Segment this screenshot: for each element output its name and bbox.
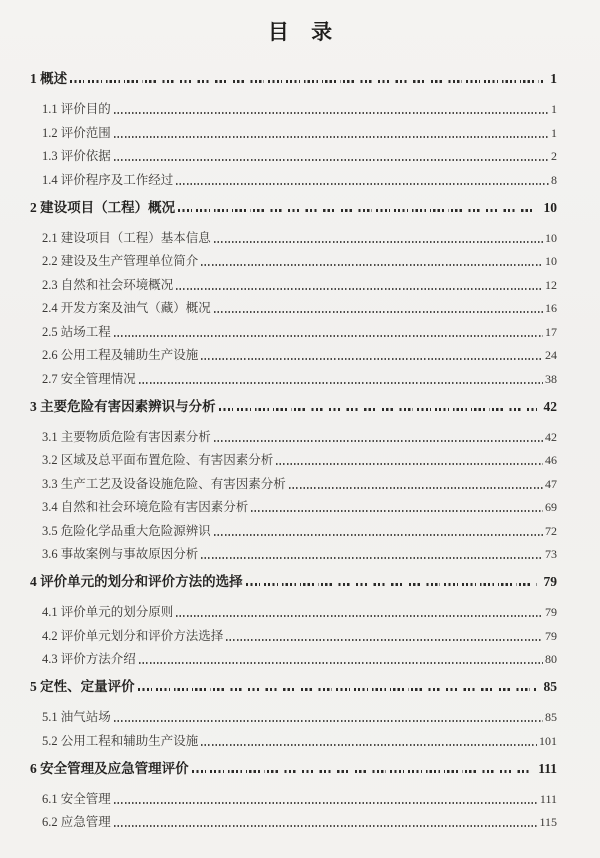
toc-entry bbox=[30, 94, 557, 118]
toc-entry-page: 69 bbox=[545, 500, 557, 514]
toc-entry-label: 3.6 事故案例与事故原因分析 bbox=[42, 547, 199, 561]
dot-leader bbox=[289, 487, 543, 489]
dot-leader bbox=[201, 358, 543, 360]
dot-leader bbox=[178, 209, 536, 212]
dot-leader bbox=[214, 241, 543, 243]
toc-entry-page: 10 bbox=[545, 254, 557, 268]
toc-entry bbox=[30, 293, 557, 317]
toc-entry bbox=[30, 391, 557, 415]
dot-leader bbox=[114, 720, 543, 722]
toc-entry bbox=[30, 468, 557, 492]
toc-entry bbox=[30, 672, 557, 696]
toc-entry-page: 1 bbox=[550, 71, 557, 86]
toc-entry-page: 79 bbox=[545, 628, 557, 643]
toc-entry bbox=[30, 492, 557, 516]
toc-entry-label: 2.5 站场工程 bbox=[42, 324, 111, 339]
toc-entry-label: 3.4 自然和社会环境危险有害因素分析 bbox=[42, 500, 249, 514]
toc-entry-label: 4 评价单元的划分和评价方法的选择 bbox=[30, 574, 243, 589]
toc-entry bbox=[30, 222, 557, 246]
toc-entry bbox=[30, 702, 557, 726]
dot-leader bbox=[276, 463, 543, 465]
toc-entry-label: 3.1 主要物质危险有害因素分析 bbox=[42, 429, 211, 444]
toc-entry-page: 1 bbox=[551, 102, 557, 116]
toc-entry-label: 2.1 建设项目（工程）基本信息 bbox=[42, 230, 211, 245]
toc-entry-label: 4.2 评价单元划分和评价方法选择 bbox=[42, 628, 224, 643]
toc-entry-page: 80 bbox=[545, 652, 557, 666]
toc-entry-label: 2.2 建设及生产管理单位简介 bbox=[42, 254, 199, 268]
dot-leader bbox=[214, 440, 543, 442]
toc-entry-label: 1.2 评价范围 bbox=[42, 125, 111, 140]
toc-entry bbox=[30, 725, 557, 749]
dot-leader bbox=[226, 639, 543, 641]
toc-entry bbox=[30, 597, 557, 621]
toc-entry-page: 10 bbox=[543, 199, 557, 215]
toc-entry bbox=[30, 421, 557, 445]
toc-entry-label: 1 概述 bbox=[30, 71, 68, 86]
toc-entry-label: 5 定性、定量评价 bbox=[30, 679, 135, 694]
toc-entry-page: 115 bbox=[539, 815, 557, 829]
toc-entry bbox=[30, 269, 557, 293]
dot-leader bbox=[201, 744, 537, 746]
dot-leader bbox=[214, 534, 543, 536]
toc-entry bbox=[30, 539, 557, 563]
toc-entry-page: 10 bbox=[545, 230, 557, 245]
toc-entry-label: 3.3 生产工艺及设备设施危险、有害因素分析 bbox=[42, 476, 286, 491]
toc-entry bbox=[30, 192, 557, 216]
toc-entry bbox=[30, 515, 557, 539]
toc-entry-page: 73 bbox=[545, 547, 557, 561]
dot-leader bbox=[246, 583, 537, 586]
dot-leader bbox=[201, 557, 543, 559]
dot-leader bbox=[114, 112, 549, 114]
dot-leader bbox=[251, 510, 543, 512]
toc-entry-label: 5.2 公用工程和辅助生产设施 bbox=[42, 733, 199, 748]
dot-leader bbox=[214, 311, 543, 313]
dot-leader bbox=[176, 615, 543, 617]
dot-leader bbox=[70, 80, 543, 83]
toc-entry-page: 8 bbox=[551, 172, 557, 187]
toc-entry bbox=[30, 340, 557, 364]
toc-entry bbox=[30, 141, 557, 165]
dot-leader bbox=[176, 288, 543, 290]
toc-entry-page: 101 bbox=[539, 733, 557, 748]
toc-entry-page: 46 bbox=[545, 453, 557, 467]
toc-entry bbox=[30, 644, 557, 668]
toc-entry-label: 6 安全管理及应急管理评价 bbox=[30, 760, 189, 776]
toc-entry bbox=[30, 807, 557, 831]
toc-entry-label: 5.1 油气站场 bbox=[42, 710, 111, 724]
toc-entry bbox=[30, 117, 557, 141]
dot-leader bbox=[139, 382, 543, 384]
dot-leader bbox=[114, 159, 549, 161]
toc-entry-page: 111 bbox=[538, 760, 557, 776]
toc-entry-label: 2.3 自然和社会环境概况 bbox=[42, 277, 174, 292]
toc-entry bbox=[30, 363, 557, 387]
toc-entry-page: 17 bbox=[545, 324, 557, 339]
toc-entry-label: 3 主要危险有害因素辨识与分析 bbox=[30, 398, 216, 414]
toc-entry-page: 2 bbox=[551, 149, 557, 163]
toc-entry-page: 79 bbox=[543, 574, 557, 589]
toc-entry-label: 3.2 区域及总平面布置危险、有害因素分析 bbox=[42, 453, 274, 467]
toc-entry bbox=[30, 64, 557, 88]
toc-entry-label: 6.1 安全管理 bbox=[42, 791, 111, 806]
toc-entry bbox=[30, 783, 557, 807]
toc-entry-page: 16 bbox=[545, 301, 557, 315]
toc-entry-page: 72 bbox=[545, 523, 557, 538]
toc-entry bbox=[30, 316, 557, 340]
toc-entry-page: 1 bbox=[551, 125, 557, 140]
toc-entry-label: 6.2 应急管理 bbox=[42, 815, 111, 829]
toc-entry-page: 12 bbox=[545, 277, 557, 292]
toc-list bbox=[0, 45, 600, 830]
toc-entry bbox=[30, 620, 557, 644]
toc-entry-page: 42 bbox=[543, 398, 557, 414]
toc-entry-page: 85 bbox=[545, 710, 557, 724]
toc-entry-page: 47 bbox=[545, 476, 557, 491]
toc-entry-page: 79 bbox=[545, 605, 557, 619]
toc-entry-label: 2 建设项目（工程）概况 bbox=[30, 199, 176, 215]
toc-entry-page: 111 bbox=[539, 791, 557, 806]
toc-entry bbox=[30, 753, 557, 777]
dot-leader bbox=[114, 136, 549, 138]
dot-leader bbox=[139, 662, 543, 664]
toc-entry-page: 85 bbox=[543, 679, 557, 694]
page-title: 目 录 bbox=[267, 20, 333, 44]
toc-entry-page: 38 bbox=[545, 371, 557, 386]
dot-leader bbox=[138, 688, 537, 691]
toc-entry-label: 2.7 安全管理情况 bbox=[42, 371, 136, 386]
toc-entry-label: 1.4 评价程序及工作经过 bbox=[42, 172, 174, 187]
toc-entry bbox=[30, 567, 557, 591]
dot-leader bbox=[114, 825, 538, 827]
dot-leader bbox=[114, 802, 538, 804]
dot-leader bbox=[192, 770, 532, 773]
dot-leader bbox=[176, 183, 549, 185]
toc-entry-page: 24 bbox=[545, 348, 557, 362]
dot-leader bbox=[201, 264, 543, 266]
toc-entry-page: 42 bbox=[545, 429, 557, 444]
toc-entry-label: 4.3 评价方法介绍 bbox=[42, 652, 136, 666]
dot-leader bbox=[114, 335, 543, 337]
toc-entry-label: 3.5 危险化学品重大危险源辨识 bbox=[42, 523, 211, 538]
toc-entry-label: 1.3 评价依据 bbox=[42, 149, 111, 163]
toc-entry-label: 2.4 开发方案及油气（藏）概况 bbox=[42, 301, 211, 315]
toc-entry bbox=[30, 164, 557, 188]
toc-entry-label: 1.1 评价目的 bbox=[42, 102, 111, 116]
toc-entry-label: 2.6 公用工程及辅助生产设施 bbox=[42, 348, 199, 362]
toc-entry bbox=[30, 445, 557, 469]
dot-leader bbox=[219, 408, 537, 411]
toc-entry bbox=[30, 246, 557, 270]
toc-entry-label: 4.1 评价单元的划分原则 bbox=[42, 605, 174, 619]
